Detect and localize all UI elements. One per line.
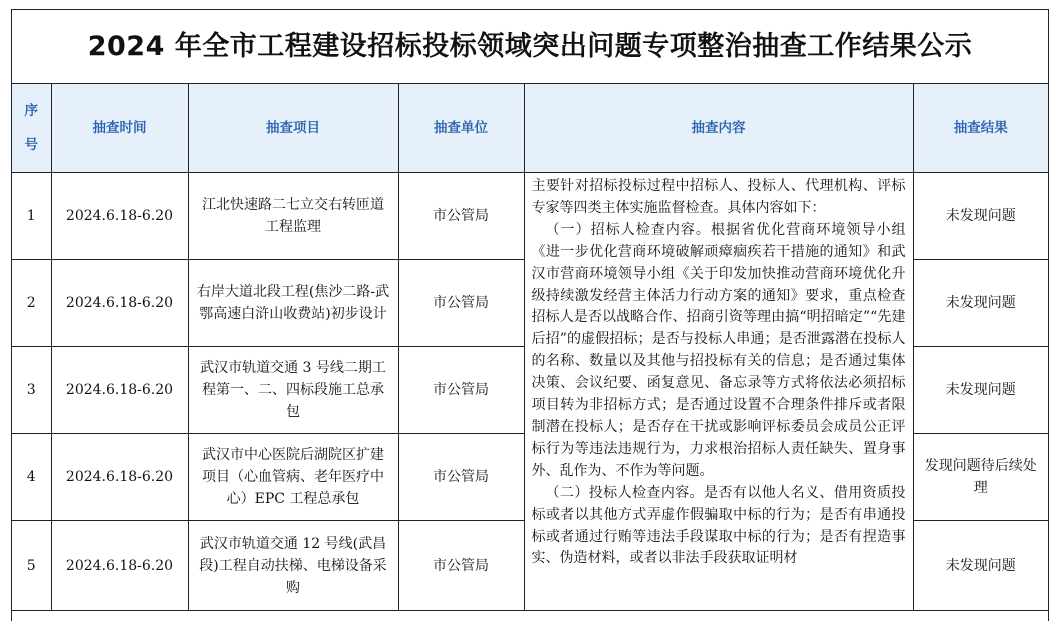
row-time: 2024.6.18-6.20 (51, 521, 188, 611)
row-result: 未发现问题 (913, 347, 1048, 434)
row-time: 2024.6.18-6.20 (51, 173, 188, 260)
row-result: 未发现问题 (913, 173, 1048, 260)
row-seq: 2 (12, 260, 51, 347)
row-result: 发现问题待后续处理 (913, 434, 1048, 521)
row-project: 右岸大道北段工程(焦沙二路-武鄂高速白浒山收费站)初步设计 (188, 260, 398, 347)
row-result: 未发现问题 (913, 260, 1048, 347)
row-unit: 市公管局 (398, 173, 524, 260)
inspection-results-table (12, 84, 1048, 611)
announcement-sheet (11, 9, 1049, 621)
row-seq: 1 (12, 173, 51, 260)
header-result: 抽查结果 (913, 84, 1048, 173)
row-time: 2024.6.18-6.20 (51, 434, 188, 521)
content-item-1: （一）招标人检查内容。根据省优化营商环境领导小组《进一步优化营商环境破解顽瘴痼疾若干措施的通知》和武汉市营商环境领导小组《关于印发加快推动营商环境优化升级持续激发经营主体活力行动方案的通知》要求，重点检查招标人是否以战略合作、招商引资等理由搞“明招暗定”“先建后招”的虚假招标；是否与投标人串通；是否泄露潜在投标人的名称、数量以及其他与招投标有关的信息；是否通过集体决策、会议纪要、函复意见、备忘录等方式将依法必须招标项目转为非招标方式；是否通过设置不合理条件排斥或者限制潜在投标人；是否存在干扰或影响评标委员会成员公正评标行为等违法违规行为，力求根治招标人责任缺失、置身事外、乱作为、不作为等问题。 (531, 221, 906, 479)
row-seq: 3 (12, 347, 51, 434)
row-project: 武汉市轨道交通 12 号线(武昌段)工程自动扶梯、电梯设备采购 (188, 521, 398, 611)
header-seq-label: 序号 (24, 103, 38, 153)
row-project: 武汉市轨道交通 3 号线二期工程第一、二、四标段施工总承包 (188, 347, 398, 434)
inspection-content-cell (524, 173, 913, 611)
row-unit: 市公管局 (398, 347, 524, 434)
content-intro: 主要针对招标投标过程中招标人、投标人、代理机构、评标专家等四类主体实施监督检查。具体内容如下： (531, 178, 906, 216)
header-project: 抽查项目 (188, 84, 398, 173)
row-seq: 4 (12, 434, 51, 521)
row-time: 2024.6.18-6.20 (51, 260, 188, 347)
row-project: 武汉市中心医院后湖院区扩建项目（心血管病、老年医疗中心）EPC 工程总承包 (188, 434, 398, 521)
row-unit: 市公管局 (398, 260, 524, 347)
table-header-row (12, 84, 1048, 173)
table-row (12, 173, 1048, 260)
header-unit: 抽查单位 (398, 84, 524, 173)
header-content: 抽查内容 (524, 84, 913, 173)
row-result: 未发现问题 (913, 521, 1048, 611)
row-project: 江北快速路二七立交右转匝道工程监理 (188, 173, 398, 260)
header-time: 抽查时间 (51, 84, 188, 173)
page-title: 2024 年全市工程建设招标投标领域突出问题专项整治抽查工作结果公示 (12, 10, 1048, 84)
row-unit: 市公管局 (398, 521, 524, 611)
header-seq (12, 84, 51, 173)
row-seq: 5 (12, 521, 51, 611)
content-item-2: （二）投标人检查内容。是否有以他人名义、借用资质投标或者以其他方式弄虚作假骗取中标的行为；是否有串通投标或者通过行贿等违法手段谋取中标的行为；是否有捏造事实、伪造材料，或者以非法手段获取证明材 (531, 484, 906, 567)
row-unit: 市公管局 (398, 434, 524, 521)
row-time: 2024.6.18-6.20 (51, 347, 188, 434)
